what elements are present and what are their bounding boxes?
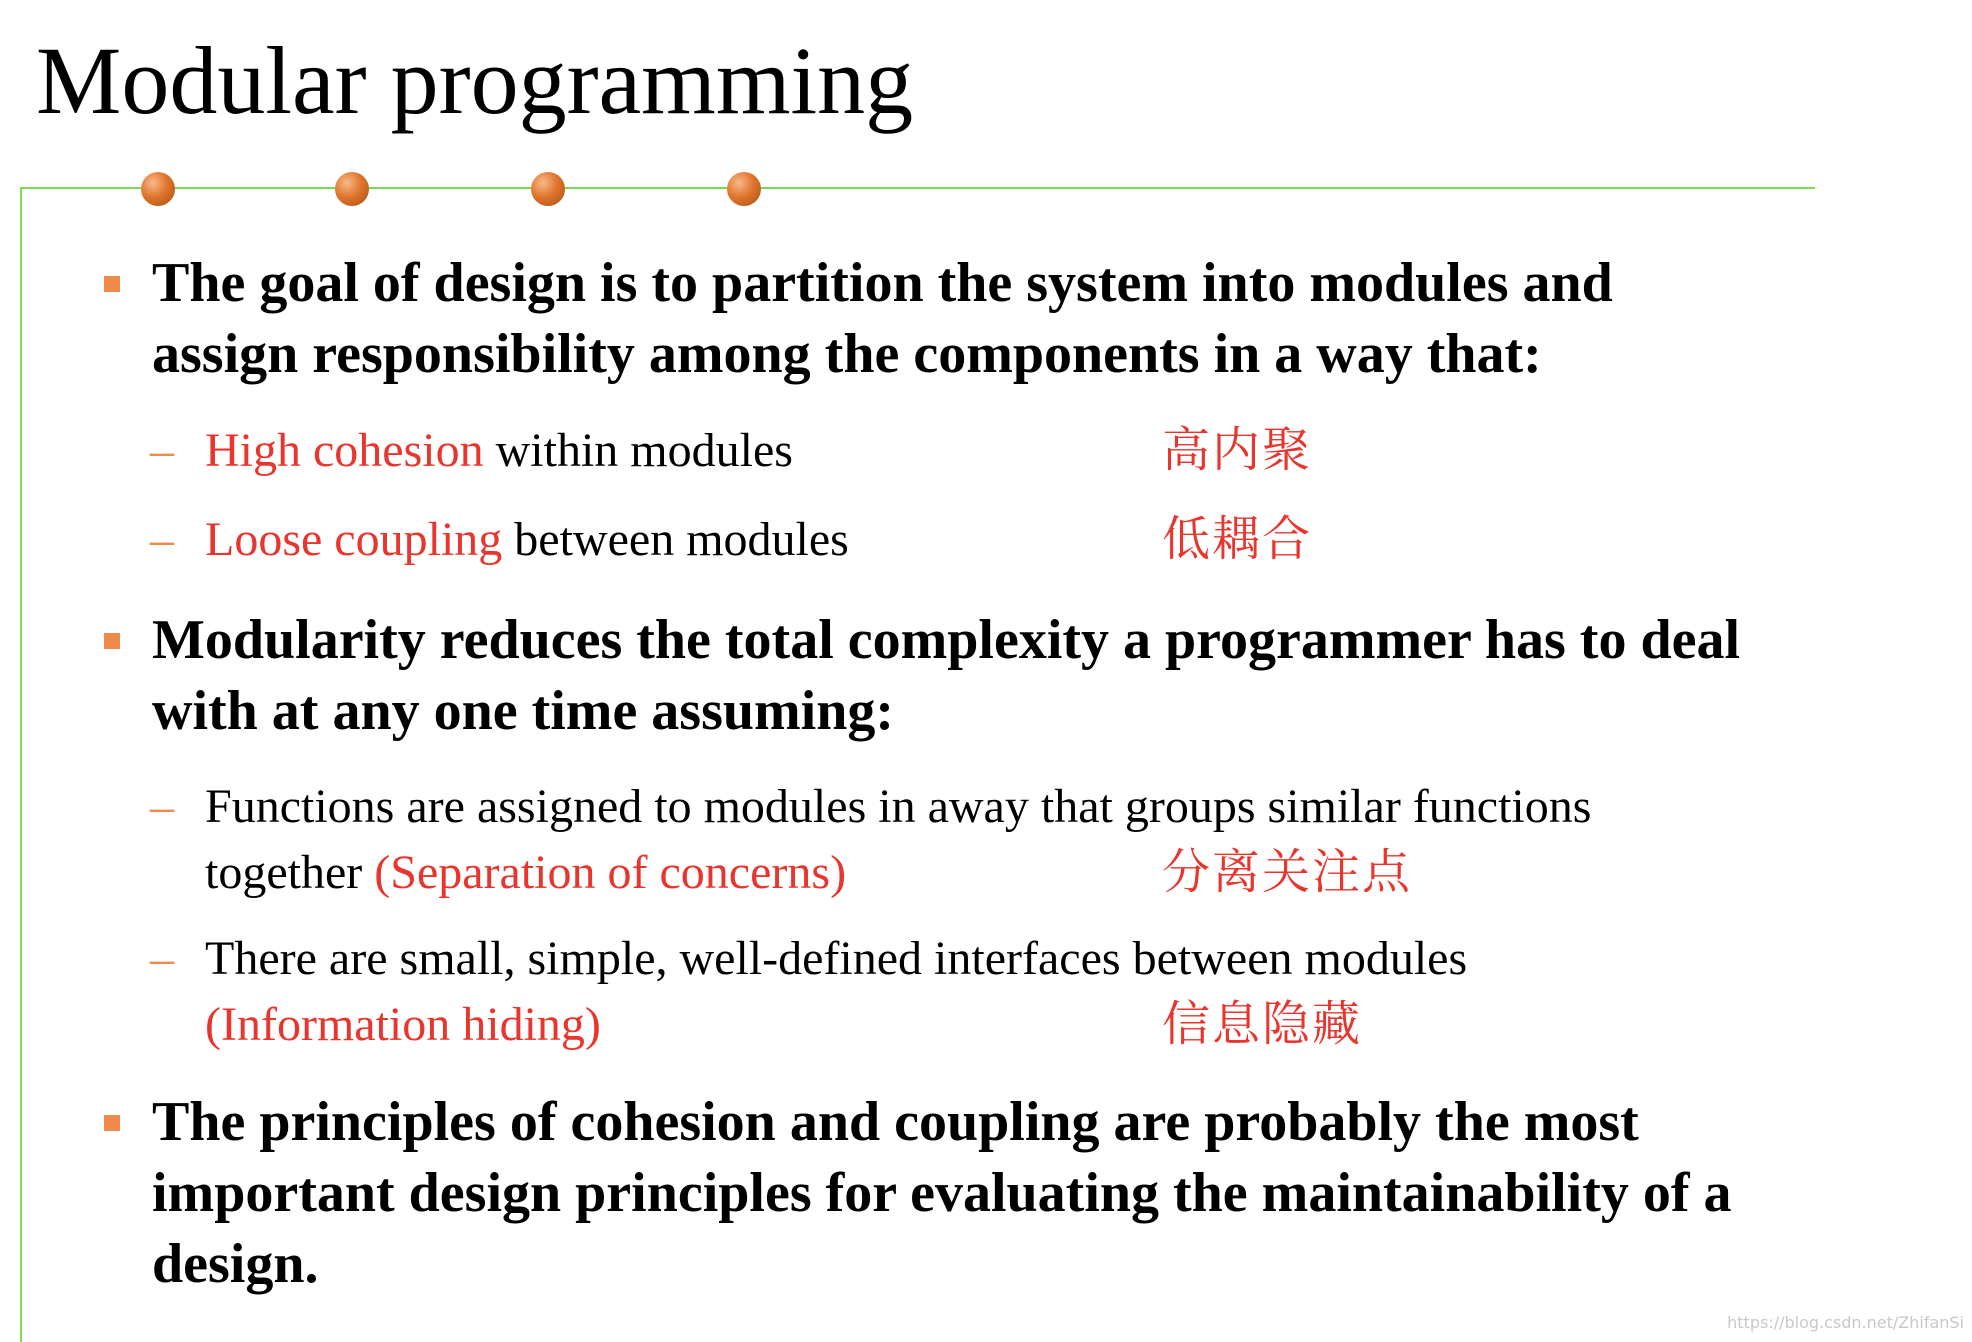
dash-bullet-icon: –: [150, 932, 174, 985]
square-bullet-icon: [104, 1115, 120, 1131]
sub-item-loose-coupling: [205, 507, 849, 572]
bullet-3-line-3: design.: [152, 1233, 319, 1295]
chinese-term-loose-coupling: 低耦合: [1162, 511, 1313, 567]
dash-bullet-icon: –: [150, 513, 174, 566]
highlight-information-hiding: (Information hiding): [205, 998, 601, 1051]
watermark: https://blog.csdn.net/ZhifanSi: [1727, 1313, 1964, 1332]
sub-item-functions-line-1: Functions are assigned to modules in away that groups similar functions: [205, 780, 1592, 833]
highlight-high-cohesion: High cohesion: [205, 424, 484, 477]
sub-item-functions-line-2: [205, 840, 846, 905]
dash-bullet-icon: –: [150, 424, 174, 477]
left-border-line: [20, 187, 22, 1342]
sub-item-interfaces-line-1: There are small, simple, well-defined interfaces between modules: [205, 932, 1468, 985]
decor-dot-icon: [531, 172, 565, 206]
dash-bullet-icon: –: [150, 780, 174, 833]
decor-dot-icon: [141, 172, 175, 206]
bullet-1-line-1: The goal of design is to partition the system into modules and: [152, 252, 1613, 314]
sub-item-text: together: [205, 846, 375, 899]
bullet-3-line-2: important design principles for evaluating the maintainability of a: [152, 1162, 1732, 1224]
highlight-separation-of-concerns: (Separation of concerns): [374, 846, 847, 899]
title-divider-horizontal: [20, 187, 1815, 189]
bullet-2-line-1: Modularity reduces the total complexity a programmer has to deal: [152, 609, 1741, 671]
bullet-2-line-2: with at any one time assuming:: [152, 680, 895, 742]
bullet-3-line-1: The principles of cohesion and coupling are probably the most: [152, 1091, 1639, 1153]
highlight-loose-coupling: Loose coupling: [205, 513, 503, 566]
sub-item-text: between modules: [502, 513, 849, 566]
chinese-term-high-cohesion: 高内聚: [1162, 422, 1313, 478]
sub-item-text: within modules: [483, 424, 793, 477]
square-bullet-icon: [104, 633, 120, 649]
sub-item-high-cohesion: [205, 418, 793, 483]
square-bullet-icon: [104, 276, 120, 292]
decor-dot-icon: [727, 172, 761, 206]
slide-title: Modular programming: [36, 27, 914, 134]
chinese-term-information-hiding: 信息隐藏: [1162, 996, 1363, 1052]
decor-dot-icon: [335, 172, 369, 206]
bullet-1-line-2: assign responsibility among the components in a way that:: [152, 323, 1542, 385]
chinese-term-separation-of-concerns: 分离关注点: [1162, 844, 1413, 900]
